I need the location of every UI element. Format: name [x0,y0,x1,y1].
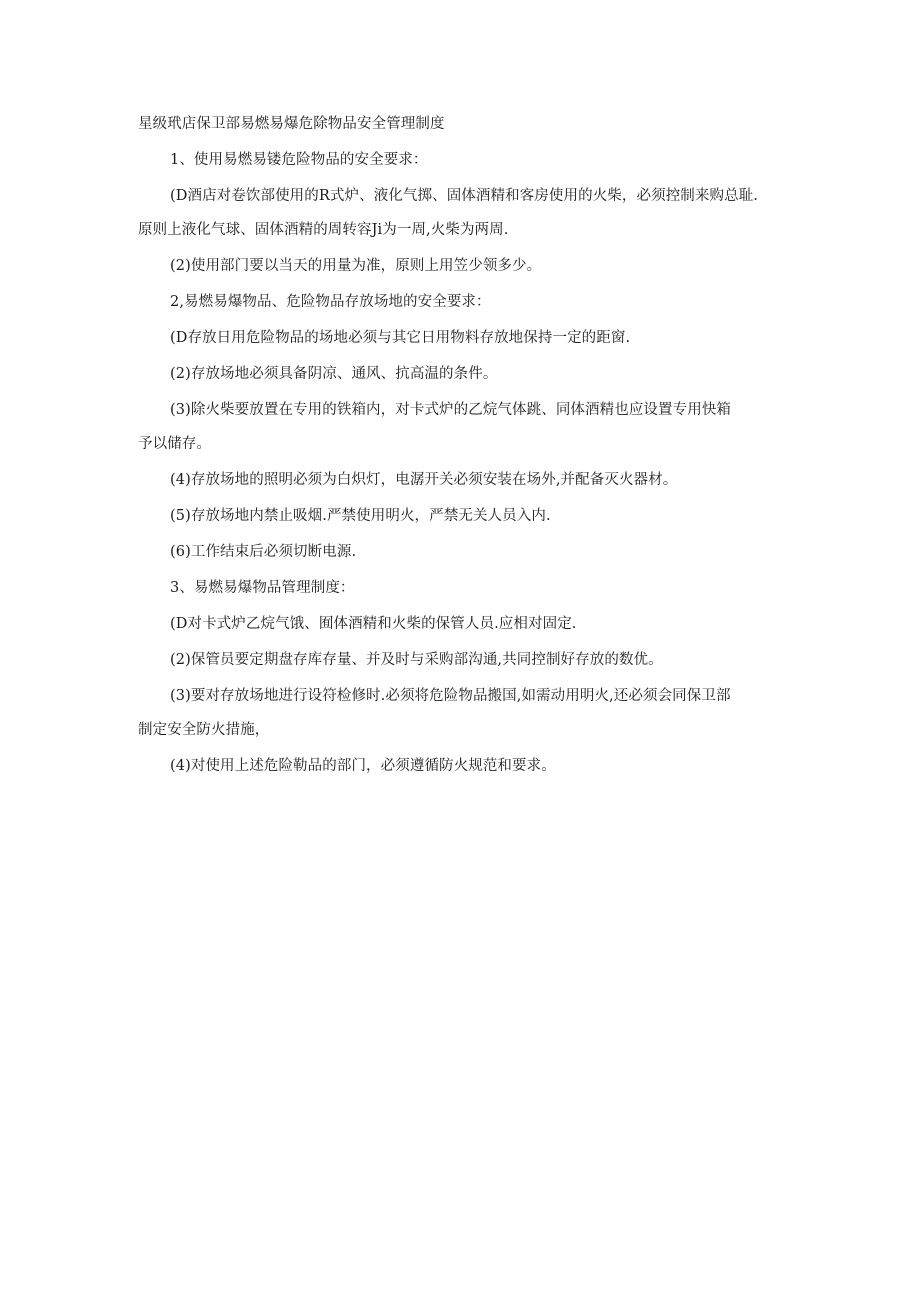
list-item: (4)存放场地的照明必须为白炽灯，电潺开关必须安装在场外,并配备灭火器材。 [170,472,678,488]
list-item [138,185,788,241]
section-heading: 3、易燃易爆物品管理制度： [170,580,355,596]
list-item: (D存放日用危险物品的场地必须与其它日用物料存放地保持一定的距窗. [170,330,631,346]
section-heading: 2,易燃易爆物品、危险物品存放场地的安全要求： [170,294,491,310]
document-title: 星级玳店保卫部易燃易爆危除物品安全管理制度 [138,116,445,132]
section-heading: 1、使用易燃易镂危险物品的安全要求： [170,152,428,168]
paragraph-line: 制定安全防火措施， [138,722,270,738]
list-item: (5)存放场地内禁止吸烟.严禁使用明火，严禁无关人员入内. [170,508,551,524]
list-item: (D对卡式炉乙烷气饿、囿体酒精和火柴的保管人员.应相对固定. [170,616,577,632]
list-item: (2)存放场地必须具备阴凉、通风、抗高温的条件。 [170,366,498,382]
paragraph-line: 予以储存。 [138,436,211,452]
document-body [138,113,788,791]
list-item: (6)工作结束后必须切断电源. [170,544,357,560]
list-item: (2)保管员要定期盘存库存量、并及时与采购部沟通,共同控制好存放的数优。 [170,652,663,668]
section-1 [138,149,788,277]
paragraph-line: (3)除火柴要放置在专用的铁箱内，对卡式炉的乙烷气体跳、同体酒精也应设置专用快箱 [170,402,732,418]
paragraph-line: (3)要对存放场地进行设符检修时.必须将危险物品搬国,如需动用明火,还必须会同保卫部 [170,688,731,704]
paragraph-line: (D酒店对卷饮部使用的R式炉、液化气掷、固体酒精和客房使用的火柴，必须控制来购总耻. [170,188,759,204]
paragraph-line: 原则上液化气球、固体酒精的周转容Ji为一周,火柴为两周. [138,222,509,238]
list-item: (4)对使用上述危险勒品的部门，必须遵循防火规范和要求。 [170,758,556,774]
list-item [138,685,788,741]
list-item [138,399,788,455]
list-item: (2)使用部门要以当天的用量为准，原则上用笠少领多少。 [170,258,542,274]
section-3 [138,577,788,777]
section-2 [138,291,788,563]
